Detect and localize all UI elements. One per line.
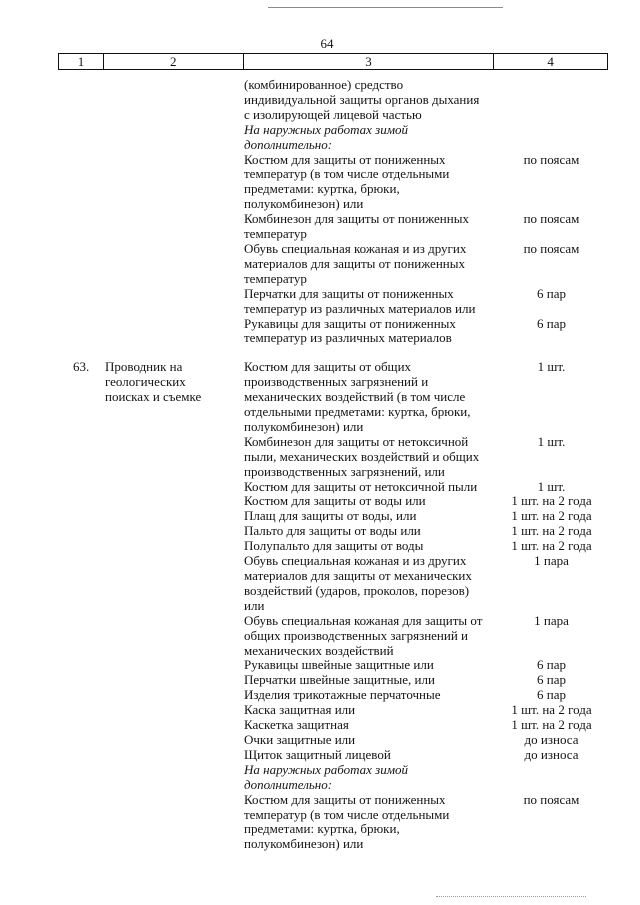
col-1-empty xyxy=(58,629,105,644)
item-quantity xyxy=(495,272,608,287)
table-row xyxy=(58,658,608,673)
col-2-empty xyxy=(105,793,244,808)
col-2-empty xyxy=(105,599,244,614)
table-row xyxy=(58,242,608,257)
col-2-empty xyxy=(105,554,244,569)
table-row xyxy=(58,420,608,435)
continuation-block xyxy=(58,78,608,346)
item-quantity xyxy=(495,837,608,852)
col-1-empty xyxy=(58,153,105,168)
item-quantity: по поясам xyxy=(523,151,580,167)
col-2-empty xyxy=(105,405,244,420)
item-text: воздействий (ударов, проколов, порезов) xyxy=(244,582,470,598)
table-row xyxy=(58,465,608,480)
col-2-empty xyxy=(105,331,244,346)
col-2-empty xyxy=(105,629,244,644)
col-2-empty xyxy=(105,584,244,599)
col-1-empty xyxy=(58,763,105,778)
col-1-empty xyxy=(58,494,105,509)
item-text: Рукавицы для защиты от пониженных xyxy=(244,315,456,331)
item-quantity xyxy=(495,108,608,123)
item-quantity xyxy=(495,420,608,435)
item-quantity: по поясам xyxy=(523,240,580,256)
item-text: материалов для защиты от механических xyxy=(244,568,472,583)
item-quantity xyxy=(495,167,608,182)
col-1-empty xyxy=(58,93,105,108)
table-row xyxy=(58,123,608,138)
item-text: производственных загрязнений, или xyxy=(244,463,445,479)
col-2-empty xyxy=(105,182,244,197)
col-2-empty xyxy=(105,242,244,257)
table-row xyxy=(58,763,608,778)
item-quantity xyxy=(495,822,608,837)
table-row xyxy=(58,138,608,153)
item-quantity xyxy=(495,123,608,138)
item-quantity: 1 шт. на 2 года xyxy=(511,702,592,718)
col-2-empty xyxy=(105,227,244,242)
col-2-empty xyxy=(105,420,244,435)
item-text: Каскетка защитная xyxy=(244,717,349,733)
col-1-empty xyxy=(58,390,105,405)
table-body xyxy=(58,78,608,852)
col-1-empty xyxy=(58,658,105,673)
col-1-empty xyxy=(58,242,105,257)
item-quantity xyxy=(495,405,608,420)
col-2-empty xyxy=(105,748,244,763)
col-1-empty xyxy=(58,584,105,599)
table-header xyxy=(58,53,608,70)
col-1-empty xyxy=(58,287,105,302)
item-text: отдельными предметами: куртка, брюки, xyxy=(244,404,471,420)
table-row xyxy=(58,182,608,197)
table-row xyxy=(58,272,608,287)
item-quantity xyxy=(495,629,608,644)
col-2-empty xyxy=(105,808,244,823)
item-text: Обувь специальная кожаная для защиты от xyxy=(244,612,483,628)
header-col-4: 4 xyxy=(493,54,607,69)
table-row xyxy=(58,808,608,823)
col-1-empty xyxy=(58,123,105,138)
item-text: Костюм для защиты от пониженных xyxy=(244,791,446,807)
table-row xyxy=(58,793,608,808)
item-quantity: 1 пара xyxy=(534,612,569,628)
col-1-empty xyxy=(58,302,105,317)
item-text: Рукавицы швейные защитные или xyxy=(244,657,434,673)
col-1-empty xyxy=(58,554,105,569)
col-2-empty xyxy=(105,257,244,272)
col-2-empty xyxy=(105,450,244,465)
item-text: дополнительно: xyxy=(244,136,333,152)
col-1-empty xyxy=(58,688,105,703)
item-quantity: до износа xyxy=(524,731,579,747)
item-text: Обувь специальная кожаная и из других xyxy=(244,240,467,256)
col-1-empty xyxy=(58,197,105,212)
item-text: Костюм для защиты от пониженных xyxy=(244,151,446,167)
item-quantity xyxy=(495,197,608,212)
col-2-empty xyxy=(105,287,244,302)
item-quantity xyxy=(495,763,608,778)
col-1-empty xyxy=(58,539,105,554)
item-quantity xyxy=(495,331,608,346)
item-quantity xyxy=(495,569,608,584)
table-row xyxy=(58,302,608,317)
item-quantity: 6 пар xyxy=(537,657,566,673)
item-text: индивидуальной защиты органов дыхания xyxy=(244,91,480,107)
item-quantity xyxy=(495,465,608,480)
col-1-empty xyxy=(58,569,105,584)
col-2-empty xyxy=(105,93,244,108)
table-row xyxy=(58,539,608,554)
item-text: полукомбинезон) или xyxy=(244,418,364,434)
col-2-empty xyxy=(105,658,244,673)
item-text: Каска защитная или xyxy=(244,702,356,718)
col-2-empty xyxy=(105,435,244,450)
item-text: температур xyxy=(244,226,307,242)
item-text: На наружных работах зимой xyxy=(244,761,409,777)
item-text: Комбинезон для защиты от нетоксичной xyxy=(244,433,469,449)
item-quantity xyxy=(495,182,608,197)
col-1-empty xyxy=(58,257,105,272)
entry-number: 63. xyxy=(73,359,90,375)
item-text: Полупальто для защиты от воды xyxy=(244,538,424,554)
table-row xyxy=(58,108,608,123)
table-row xyxy=(58,450,608,465)
item-text: Пальто для защиты от воды или xyxy=(244,523,421,539)
item-text: механических воздействий (в том числе xyxy=(244,389,466,405)
item-quantity: 1 шт. на 2 года xyxy=(511,523,592,539)
item-quantity xyxy=(495,778,608,793)
item-quantity xyxy=(495,599,608,614)
col-2-empty xyxy=(105,524,244,539)
col-2-empty xyxy=(105,480,244,495)
item-quantity: 6 пар xyxy=(537,315,566,331)
item-text: материалов для защиты от пониженных xyxy=(244,255,465,271)
col-2-empty xyxy=(105,614,244,629)
item-quantity xyxy=(495,78,608,93)
item-text: с изолирующей лицевой частью xyxy=(244,106,422,122)
page-number: 64 xyxy=(320,36,334,51)
col-1-empty xyxy=(58,808,105,823)
table-row xyxy=(58,629,608,644)
item-quantity: 1 шт. на 2 года xyxy=(511,538,592,554)
col-2-empty xyxy=(105,317,244,332)
col-1-empty xyxy=(58,420,105,435)
col-1-empty xyxy=(58,331,105,346)
profession-line: Проводник на xyxy=(105,359,183,375)
col-1-empty xyxy=(58,837,105,852)
item-text: полукомбинезон) или xyxy=(244,196,364,212)
col-2-empty xyxy=(105,465,244,480)
col-2-empty xyxy=(105,822,244,837)
col-1-empty xyxy=(58,822,105,837)
item-quantity xyxy=(495,138,608,153)
table-row xyxy=(58,494,608,509)
col-2-empty xyxy=(105,763,244,778)
item-text: производственных загрязнений и xyxy=(244,374,429,390)
col-1-empty xyxy=(58,614,105,629)
col-1-empty xyxy=(58,435,105,450)
table-row xyxy=(58,673,608,688)
item-text: Костюм для защиты от нетоксичной пыли xyxy=(244,478,478,494)
col-2-empty xyxy=(105,688,244,703)
item-text: общих производственных загрязнений и xyxy=(244,627,469,643)
col-1-empty xyxy=(58,480,105,495)
table-row xyxy=(58,778,608,793)
col-2-empty xyxy=(105,167,244,182)
item-quantity: 1 шт. xyxy=(537,478,566,494)
item-text: На наружных работах зимой xyxy=(244,121,409,137)
scan-artifact xyxy=(436,896,586,900)
table-row xyxy=(58,554,608,569)
col-1-empty xyxy=(58,167,105,182)
item-text: Костюм для защиты от воды или xyxy=(244,493,426,509)
table-row xyxy=(58,227,608,242)
col-2-empty xyxy=(105,212,244,227)
col-2-empty xyxy=(105,718,244,733)
table-row xyxy=(58,167,608,182)
table-row xyxy=(58,435,608,450)
table-row xyxy=(58,375,608,390)
item-quantity: 1 шт. xyxy=(537,359,566,375)
item-quantity xyxy=(495,93,608,108)
item-quantity xyxy=(495,302,608,317)
profession-line: геологических xyxy=(105,374,186,390)
item-text: дополнительно: xyxy=(244,776,333,792)
item-quantity: 6 пар xyxy=(537,672,566,688)
table-row xyxy=(58,212,608,227)
table-row xyxy=(58,78,608,93)
col-1-empty xyxy=(58,272,105,287)
table-row xyxy=(58,748,608,763)
table-row xyxy=(58,197,608,212)
col-1-empty xyxy=(58,212,105,227)
col-2-empty xyxy=(105,302,244,317)
col-2-empty xyxy=(105,703,244,718)
item-quantity: по поясам xyxy=(523,791,580,807)
item-text: полукомбинезон) или xyxy=(244,836,364,852)
table-row xyxy=(58,331,608,346)
header-col-1: 1 xyxy=(77,54,85,69)
item-quantity xyxy=(495,390,608,405)
col-1-empty xyxy=(58,748,105,763)
table-row xyxy=(58,360,608,375)
col-1-empty xyxy=(58,375,105,390)
item-quantity xyxy=(495,450,608,465)
col-2-empty xyxy=(105,272,244,287)
table-row xyxy=(58,153,608,168)
item-quantity xyxy=(495,375,608,390)
col-2-empty xyxy=(105,494,244,509)
profession-line: поисках и съемке xyxy=(105,389,202,405)
header-col-2: 2 xyxy=(103,54,243,69)
col-1-empty xyxy=(58,182,105,197)
col-1-empty xyxy=(58,793,105,808)
item-quantity: до износа xyxy=(524,746,579,762)
table-row xyxy=(58,837,608,852)
col-2-empty xyxy=(105,153,244,168)
table-row xyxy=(58,614,608,629)
item-text: Костюм для защиты от общих xyxy=(244,359,412,375)
item-quantity xyxy=(495,257,608,272)
table-row xyxy=(58,718,608,733)
col-2-empty xyxy=(105,778,244,793)
col-2-empty xyxy=(105,837,244,852)
col-1-empty xyxy=(58,733,105,748)
col-2-empty xyxy=(105,138,244,153)
item-text: предметами: куртка, брюки, xyxy=(244,821,400,837)
table-row xyxy=(58,405,608,420)
item-text: Изделия трикотажные перчаточные xyxy=(244,687,441,703)
col-1-empty xyxy=(58,599,105,614)
col-1-empty xyxy=(58,138,105,153)
col-1-empty xyxy=(58,673,105,688)
top-rule xyxy=(268,7,503,8)
table-row xyxy=(58,509,608,524)
col-2-empty xyxy=(105,733,244,748)
item-text: температур из различных материалов или xyxy=(244,300,476,316)
table-row xyxy=(58,569,608,584)
item-text: Плащ для защиты от воды, или xyxy=(244,508,417,524)
table-row xyxy=(58,287,608,302)
item-text: Комбинезон для защиты от пониженных xyxy=(244,211,469,227)
col-2-empty xyxy=(105,197,244,212)
col-1-empty xyxy=(58,405,105,420)
item-text: механических воздействий xyxy=(244,642,394,658)
col-1-empty xyxy=(58,703,105,718)
col-1-empty xyxy=(58,78,105,93)
item-text: температур из различных материалов xyxy=(244,330,452,346)
col-1-empty xyxy=(58,108,105,123)
col-1-empty xyxy=(58,227,105,242)
table-row xyxy=(58,703,608,718)
item-text: или xyxy=(244,597,265,613)
item-text: Перчатки для защиты от пониженных xyxy=(244,285,454,301)
item-text: Перчатки швейные защитные, или xyxy=(244,672,435,688)
table-row xyxy=(58,480,608,495)
col-2-empty xyxy=(105,539,244,554)
item-text: температур (в том числе отдельными xyxy=(244,166,450,182)
entry-63 xyxy=(58,360,608,852)
table-row xyxy=(58,644,608,659)
table-row xyxy=(58,390,608,405)
table-row xyxy=(58,733,608,748)
col-1-empty xyxy=(58,317,105,332)
item-quantity: 1 шт. на 2 года xyxy=(511,508,592,524)
col-2-empty xyxy=(105,569,244,584)
table-row xyxy=(58,688,608,703)
header-col-3: 3 xyxy=(243,54,494,69)
item-quantity: 6 пар xyxy=(537,285,566,301)
col-2-empty xyxy=(105,509,244,524)
col-1-empty xyxy=(58,778,105,793)
col-1-empty xyxy=(58,644,105,659)
col-1-empty xyxy=(58,718,105,733)
col-1-empty xyxy=(58,509,105,524)
item-quantity xyxy=(495,644,608,659)
item-text: Обувь специальная кожаная и из других xyxy=(244,553,467,569)
item-text: Очки защитные или xyxy=(244,731,356,747)
col-2-empty xyxy=(105,123,244,138)
item-text: предметами: куртка, брюки, xyxy=(244,181,400,197)
table-row xyxy=(58,584,608,599)
item-text: температур xyxy=(244,270,307,286)
item-quantity: 1 шт. на 2 года xyxy=(511,493,592,509)
item-text: температур (в том числе отдельными xyxy=(244,806,450,822)
row-gap xyxy=(58,346,608,360)
col-2-empty xyxy=(105,673,244,688)
table-row xyxy=(58,317,608,332)
item-text: (комбинированное) средство xyxy=(244,77,404,92)
item-text: Щиток защитный лицевой xyxy=(244,746,391,762)
table-row xyxy=(58,822,608,837)
col-1-empty xyxy=(58,524,105,539)
item-quantity: 6 пар xyxy=(537,687,566,703)
table-row xyxy=(58,93,608,108)
item-quantity: 1 шт. на 2 года xyxy=(511,717,592,733)
col-2-empty xyxy=(105,78,244,93)
table-row xyxy=(58,257,608,272)
col-1-empty xyxy=(58,450,105,465)
col-2-empty xyxy=(105,644,244,659)
col-2-empty xyxy=(105,108,244,123)
item-quantity: по поясам xyxy=(523,211,580,227)
table-row xyxy=(58,599,608,614)
item-quantity xyxy=(495,227,608,242)
item-text: пыли, механических воздействий и общих xyxy=(244,448,480,464)
item-quantity: 1 шт. xyxy=(537,433,566,449)
col-1-empty xyxy=(58,465,105,480)
table-row xyxy=(58,524,608,539)
item-quantity: 1 пара xyxy=(534,553,569,569)
item-quantity xyxy=(495,808,608,823)
item-quantity xyxy=(495,584,608,599)
